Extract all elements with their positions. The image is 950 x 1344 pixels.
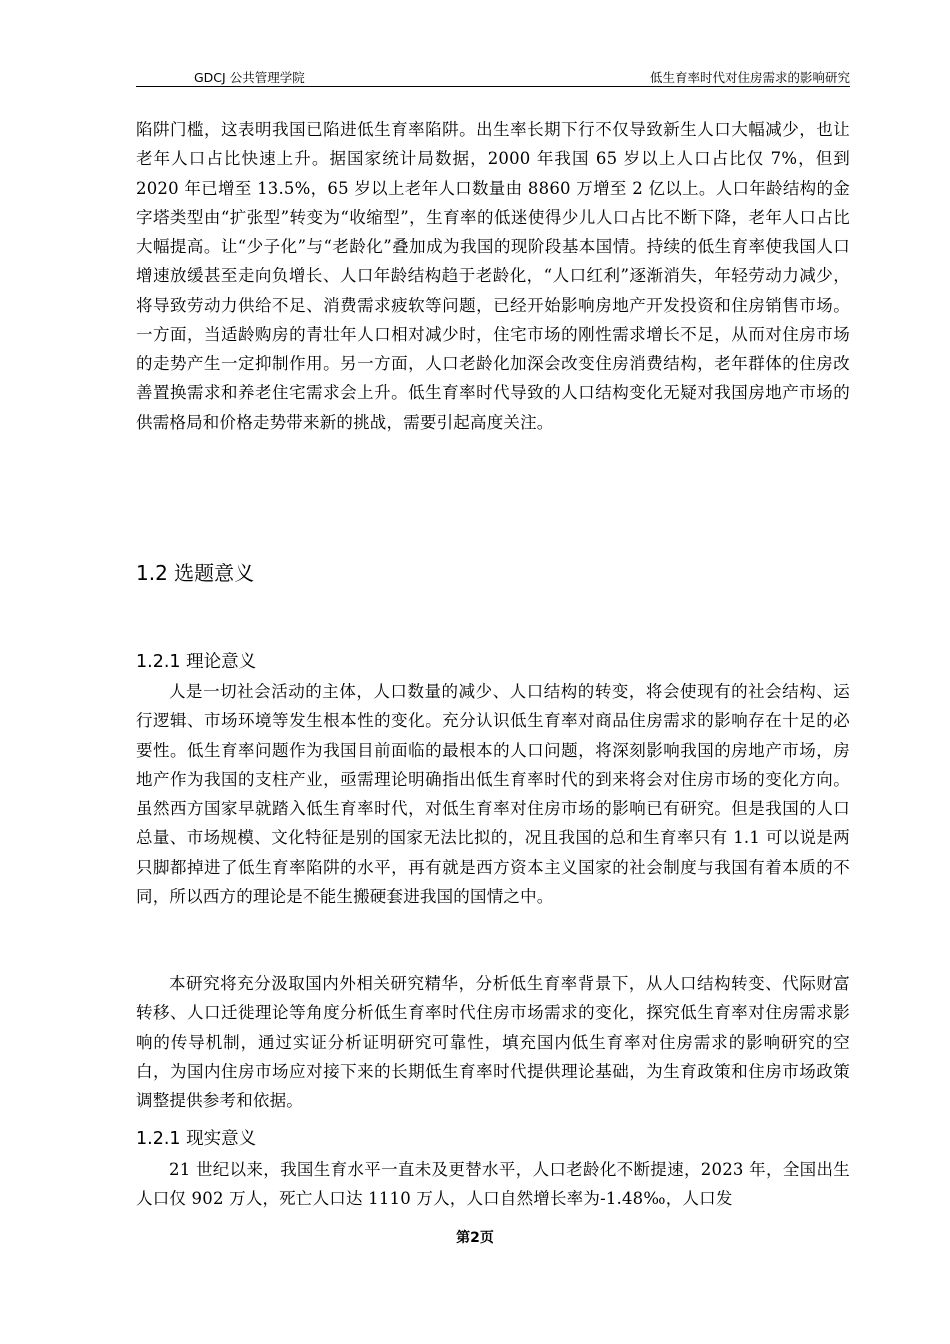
- subsection-heading-theoretical-significance: 1.2.1 理论意义: [136, 652, 257, 672]
- header-institution: GDCJ 公共管理学院: [194, 70, 305, 85]
- body-paragraph-theory-2: 本研究将充分汲取国内外相关研究精华，分析低生育率背景下，从人口结构转变、代际财富转移、人口迁徙理论等角度分析低生育率时代住房市场需求的变化，探究低生育率对住房需求影响的传导机制，通过实证分析证明研究可靠性，填充国内低生育率对住房需求的影响研究的空白，为国内住房市场应对接下来的长期低生育率时代提供理论基础，为生育政策和住房市场政策调整提供参考和依据。: [136, 974, 850, 1110]
- body-paragraph-theory-1: 人是一切社会活动的主体，人口数量的减少、人口结构的转变，将会使现有的社会结构、运行逻辑、市场环境等发生根本性的变化。充分认识低生育率对商品住房需求的影响存在十足的必要性。低生育率问题作为我国目前面临的最根本的人口问题，将深刻影响我国的房地产市场，房地产作为我国的支柱产业，亟需理论明确指出低生育率时代的到来将会对住房市场的变化方向。虽然西方国家早就踏入低生育率时代，对低生育率对住房市场的影响已有研究。但是我国的人口总量、市场规模、文化特征是别的国家无法比拟的，况且我国的总和生育率只有 1.1 可以说是两只脚都掉进了低生育率陷阱的水平，再有就是西方资本主义国家的社会制度与我国有着本质的不同，所以西方的理论是不能生搬硬套进我国的国情之中。: [136, 682, 850, 906]
- header-thesis-title: 低生育率时代对住房需求的影响研究: [649, 70, 850, 85]
- page-number: 第2页: [456, 1230, 494, 1246]
- subsection-heading-practical-significance: 1.2.1 现实意义: [136, 1129, 257, 1149]
- section-heading-topic-significance: 1.2 选题意义: [136, 561, 255, 585]
- body-paragraph-background: 陷阱门槛，这表明我国已陷进低生育率陷阱。出生率长期下行不仅导致新生人口大幅减少，也让老年人口占比快速上升。据国家统计局数据，2000 年我国 65 岁以上人口占比仅 7%，但到 2020 年已增至 13.5%，65 岁以上老年人口数量由 8860 万增至 2 亿以上。人口年龄结构的金字塔类型由“扩张型”转变为“收缩型”，生育率的低迷使得少儿人口占比不断下降，老年人口占比大幅提高。让“少子化”与“老龄化”叠加成为我国的现阶段基本国情。持续的低生育率使我国人口增速放缓甚至走向负增长、人口年龄结构趋于老龄化，“人口红利”逐渐消失，年轻劳动力减少，将导致劳动力供给不足、消费需求疲软等问题，已经开始影响房地产开发投资和住房销售市场。一方面，当适龄购房的青壮年人口相对减少时，住宅市场的刚性需求增长不足，从而对住房市场的走势产生一定抑制作用。另一方面，人口老龄化加深会改变住房消费结构，老年群体的住房改善置换需求和养老住宅需求会上升。低生育率时代导致的人口结构变化无疑对我国房地产市场的供需格局和价格走势带来新的挑战，需要引起高度关注。: [136, 120, 850, 432]
- body-paragraph-practice: 21 世纪以来，我国生育水平一直未及更替水平，人口老龄化不断提速，2023 年，全国出生人口仅 902 万人，死亡人口达 1110 万人，人口自然增长率为-1.48‰，人口发: [136, 1160, 850, 1209]
- page-header: [136, 66, 850, 87]
